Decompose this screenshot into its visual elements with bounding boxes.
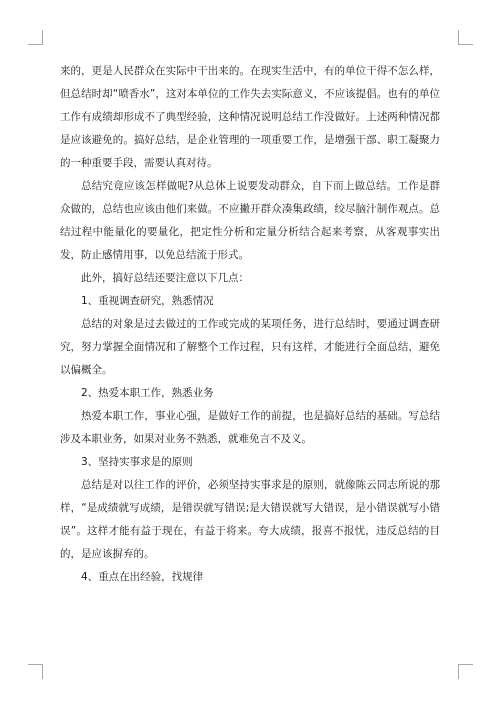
crop-mark-top-right [458, 30, 473, 45]
paragraph: 此外，搞好总结还要注意以下几点： [81, 272, 249, 284]
crop-mark-bottom-right [458, 664, 473, 679]
paragraph: 总结是对以往工作的评价，必须坚持实事求是的原则，就像陈云同志所说的那样，“是成绩就写成绩，是错误就写错误;是大错误就写大错误，是小错误就写小错误”。这样才能有益于现在，有益于将来。夸大成绩，报喜不报忧，违反总结的目的，是应该摒弃的。 [60, 479, 440, 560]
section-heading: 3、坚持实事求是的原则 [81, 456, 193, 468]
crop-mark-bottom-left [28, 664, 43, 679]
paragraph: 来的，更是人民群众在实际中干出来的。在现实生活中，有的单位干得不怎么样，但总结时却“喷香水”，这对本单位的工作失去实际意义，不应该提倡。也有的单位工作有成绩却形成不了典型经验，这种情况说明总结工作没做好。上述两种情况都是应该避免的。搞好总结，是企业管理的一项重要工作，是增强干部、职工凝聚力的一种重要手段，需要认真对待。 [60, 65, 440, 169]
paragraph: 热爱本职工作，事业心强，是做好工作的前提，也是搞好总结的基础。写总结涉及本职业务，如果对业务不熟悉，就难免言不及义。 [60, 410, 440, 445]
section-heading: 4、重点在出经验，找规律 [81, 571, 204, 583]
section-heading: 2、热爱本职工作，熟悉业务 [81, 387, 214, 399]
section-heading: 1、重视调查研究，熟悉情况 [81, 295, 214, 307]
document-body [60, 60, 440, 589]
paragraph: 总结究竟应该怎样做呢?从总体上说要发动群众，自下而上做总结。工作是群众做的，总结也应该由他们来做。不应撇开群众凑集政绩，绞尽脑汁制作观点。总结过程中能量化的要量化，把定性分析和定量分析结合起来考察，从客观事实出发，防止感情用事，以免总结流于形式。 [60, 180, 440, 261]
crop-mark-top-left [28, 30, 43, 45]
paragraph: 总结的对象是过去做过的工作或完成的某项任务，进行总结时，要通过调查研究，努力掌握全面情况和了解整个工作过程，只有这样，才能进行全面总结，避免以偏概全。 [60, 318, 440, 376]
